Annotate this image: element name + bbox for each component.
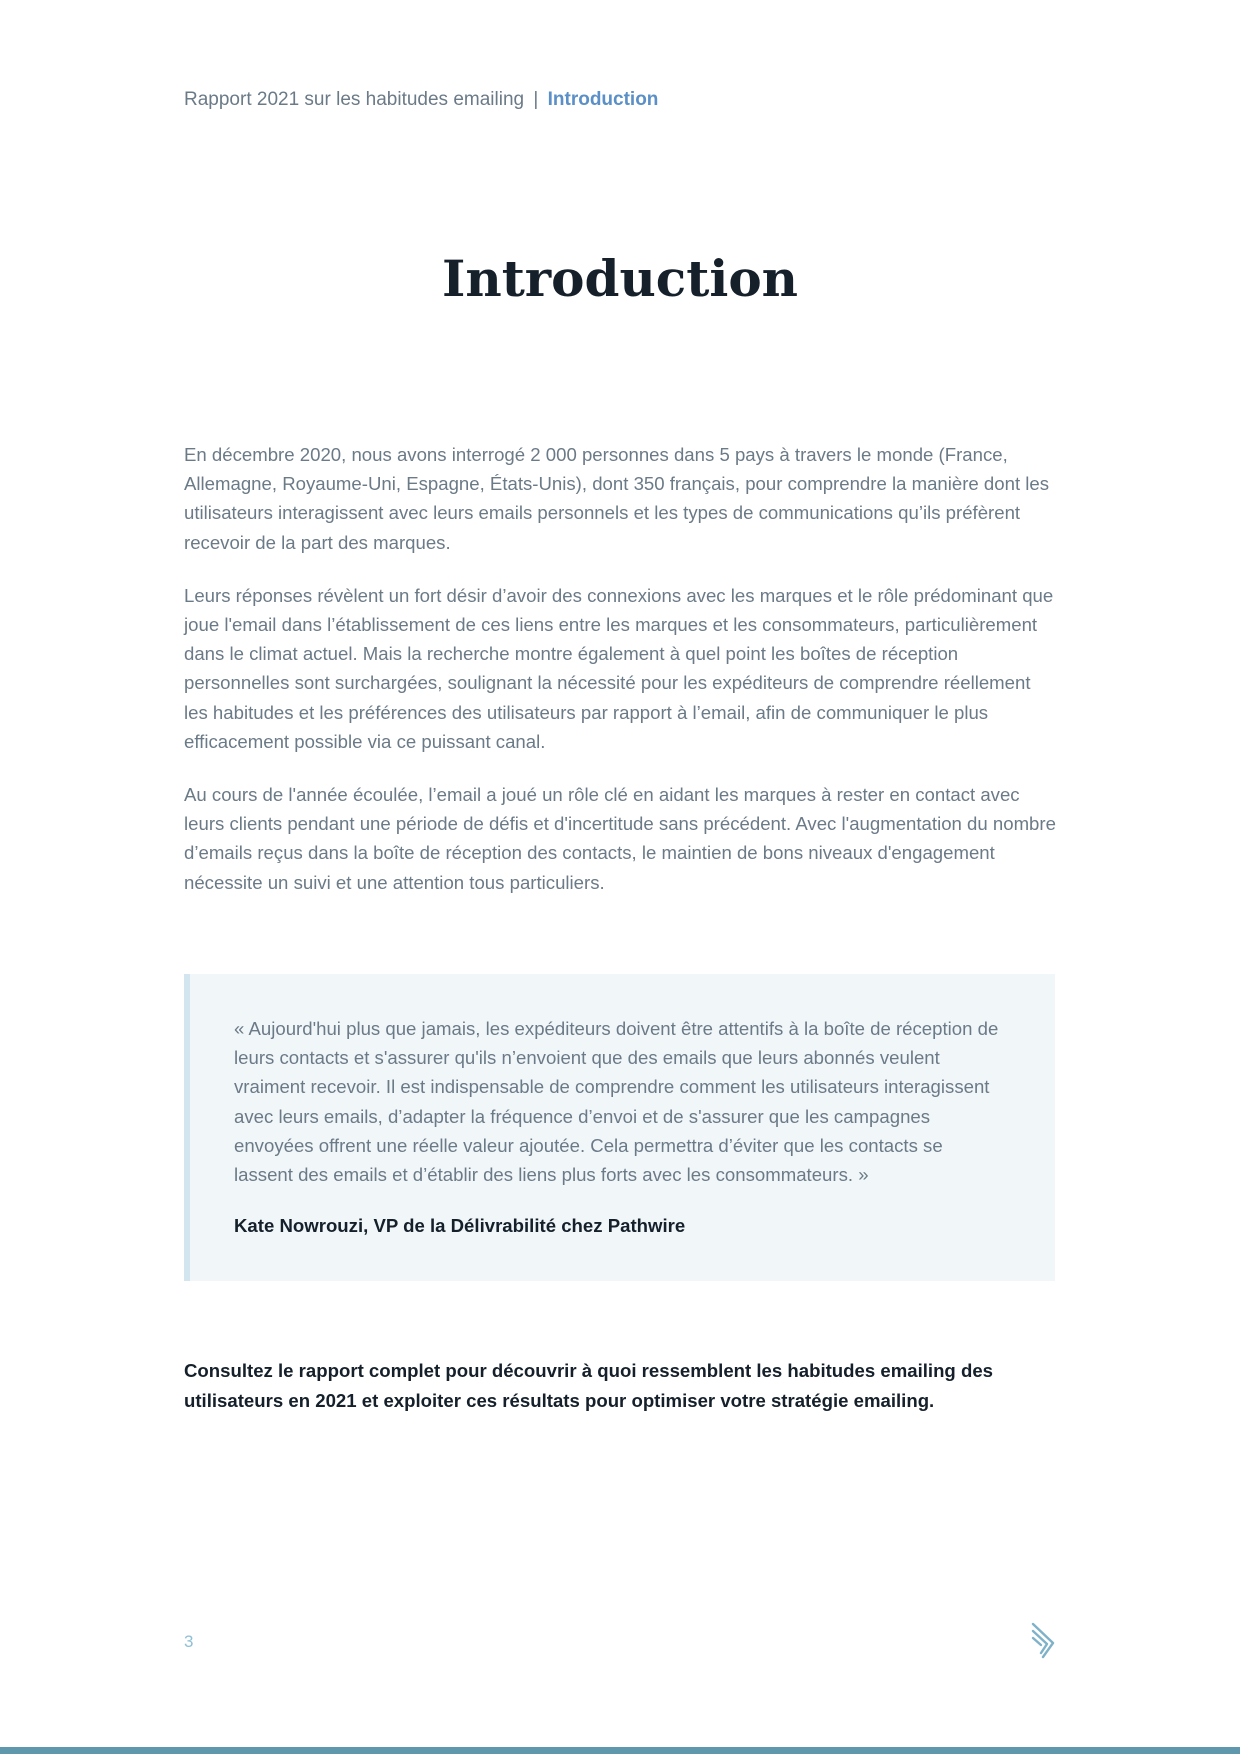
- quote-text: « Aujourd'hui plus que jamais, les expéditeurs doivent être attentifs à la boîte de réception de leurs contacts et s'assurer qu'ils n’envoient que des emails que leurs abonnés veulent vraiment recevoir. Il est indispensable de comprendre comment les utilisateurs interagissent avec leurs emails, d’adapter la fréquence d’envoi et de s'assurer que les campagnes envoyées offrent une réelle valeur ajoutée. Cela permettra d’éviter que les contacts se lassent des emails et d’établir des liens plus forts avec les consommateurs. »: [234, 1018, 999, 1186]
- pathwire-logo-icon: [1030, 1622, 1060, 1660]
- running-header: [184, 89, 658, 111]
- quote-author: Kate Nowrouzi, VP de la Délivrabilité chez Pathwire: [234, 1215, 686, 1237]
- header-section: Introduction: [547, 89, 659, 110]
- header-separator: |: [533, 89, 539, 110]
- page-number: 3: [184, 1632, 194, 1651]
- footer-bar: [0, 1747, 1240, 1754]
- call-to-action: Consultez le rapport complet pour découvrir à quoi ressemblent les habitudes emailing des utilisateurs en 2021 et exploiter ces résultats pour optimiser votre stratégie emailing.: [184, 1360, 994, 1411]
- paragraph: En décembre 2020, nous avons interrogé 2 000 personnes dans 5 pays à travers le monde (France, Allemagne, Royaume-Uni, Espagne, États-Unis), dont 350 français, pour comprendre la manière dont les utilisateurs interagissent avec leurs emails personnels et les types de communications qu’ils préfèrent recevoir de la part des marques.: [184, 444, 1050, 553]
- pull-quote: [184, 974, 1055, 1281]
- page-title: Introduction: [441, 249, 799, 308]
- paragraph: Au cours de l'année écoulée, l’email a joué un rôle clé en aidant les marques à rester en contact avec leurs clients pendant une période de défis et d'incertitude sans précédent. Avec l'augmentation du nombre d’emails reçus dans la boîte de réception des contacts, le maintien de bons niveaux d'engagement nécessite un suivi et une attention tous particuliers.: [184, 784, 1056, 893]
- intro-body: [184, 440, 1056, 921]
- report-title: Rapport 2021 sur les habitudes emailing: [184, 89, 525, 110]
- paragraph: Leurs réponses révèlent un fort désir d’avoir des connexions avec les marques et le rôle prédominant que joue l'email dans l’établissement de ces liens entre les marques et les consommateurs, particulièrement dans le climat actuel. Mais la recherche montre également à quel point les boîtes de réception personnelles sont surchargées, soulignant la nécessité pour les expéditeurs de comprendre réellement les habitudes et les préférences des utilisateurs par rapport à l’email, afin de communiquer le plus efficacement possible via ce puissant canal.: [184, 584, 1054, 752]
